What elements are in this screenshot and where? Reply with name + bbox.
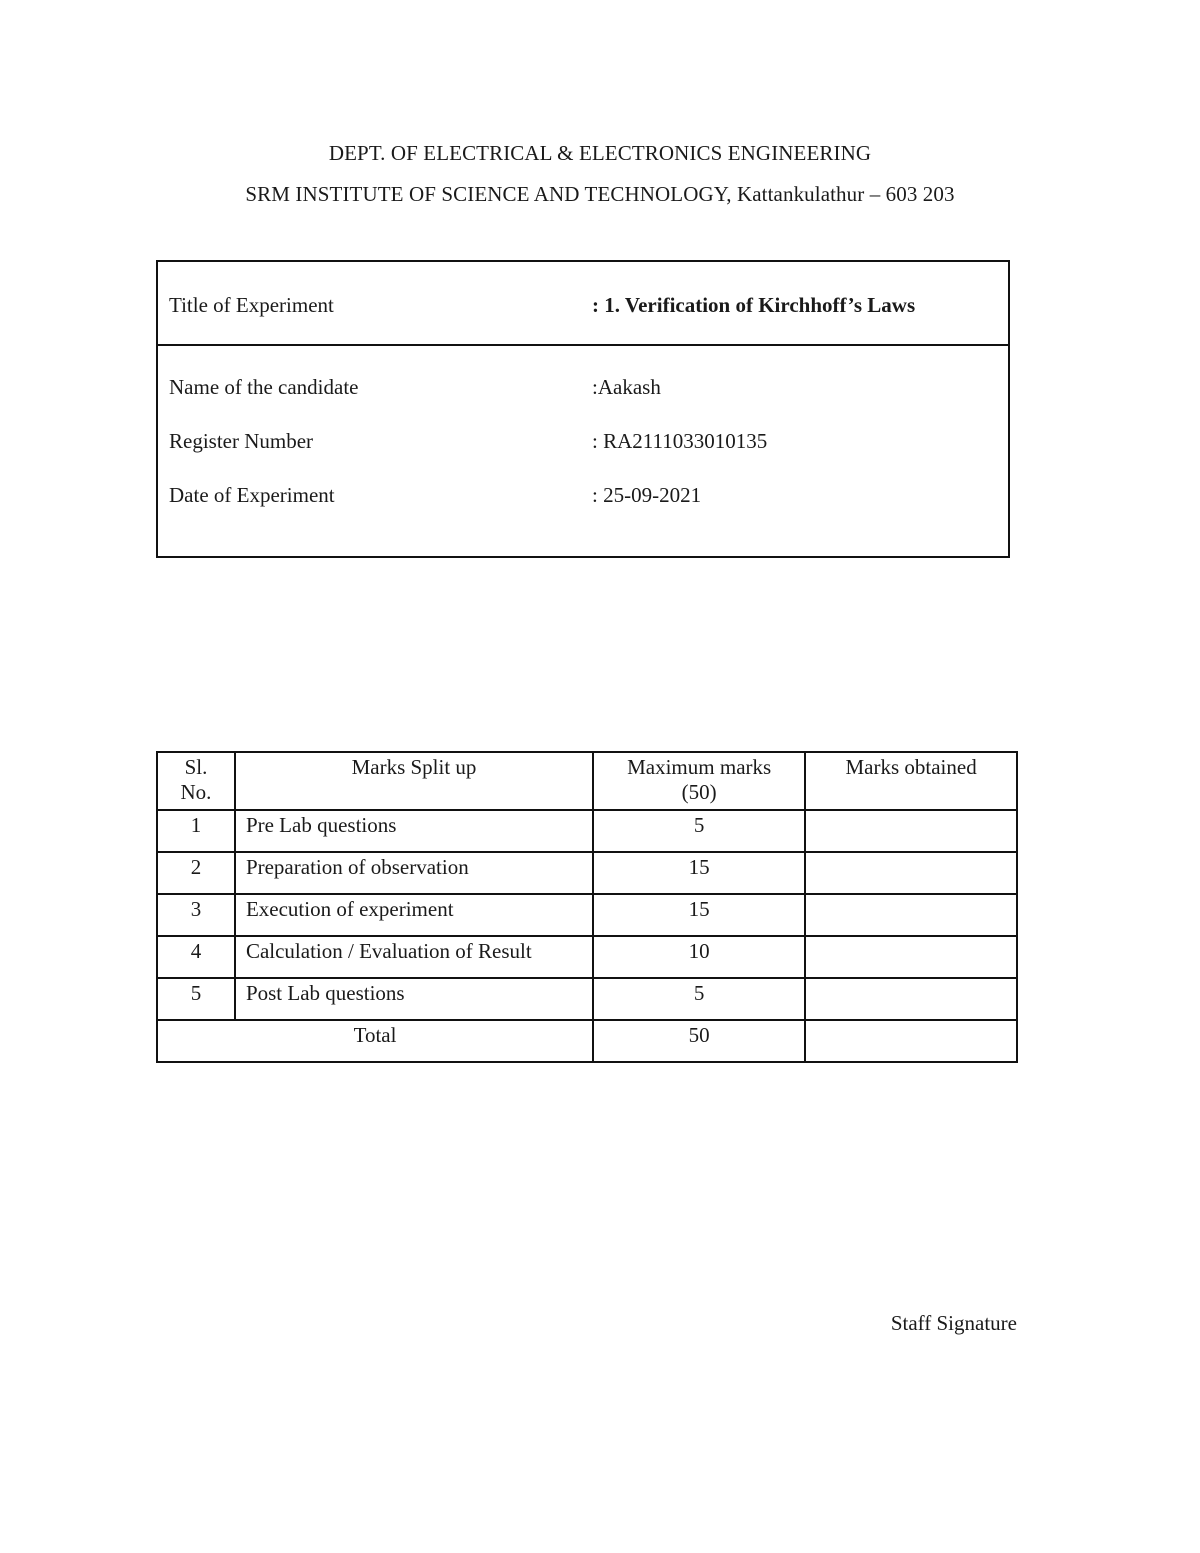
department-heading: DEPT. OF ELECTRICAL & ELECTRONICS ENGINEERING <box>328 141 872 165</box>
row-item: Pre Lab questions <box>235 810 593 852</box>
max-marks-header-line1: Maximum marks <box>627 755 772 779</box>
sl-no-header <box>157 752 235 810</box>
table-row <box>157 810 1017 852</box>
row-number: 3 <box>157 894 235 936</box>
row-number: 1 <box>157 810 235 852</box>
row-item: Execution of experiment <box>235 894 593 936</box>
candidate-name-value: :Aakash <box>592 375 661 399</box>
experiment-info-box <box>156 260 1010 558</box>
row-max-marks: 15 <box>593 894 805 936</box>
row-item: Preparation of observation <box>235 852 593 894</box>
info-divider <box>158 344 1008 346</box>
marks-table <box>156 751 1018 1063</box>
row-max-marks: 10 <box>593 936 805 978</box>
row-item: Calculation / Evaluation of Result <box>235 936 593 978</box>
row-max-marks: 5 <box>593 978 805 1020</box>
total-max-marks: 50 <box>593 1020 805 1062</box>
row-number: 5 <box>157 978 235 1020</box>
table-row <box>157 936 1017 978</box>
row-number: 4 <box>157 936 235 978</box>
sl-no-header-line2: No. <box>180 780 212 804</box>
staff-signature-label: Staff Signature <box>890 1311 1017 1335</box>
row-item: Post Lab questions <box>235 978 593 1020</box>
row-number: 2 <box>157 852 235 894</box>
register-number-value: : RA2111033010135 <box>592 429 768 453</box>
table-row <box>157 852 1017 894</box>
marks-table-header <box>157 752 1017 810</box>
max-marks-header-line2: (50) <box>681 780 717 804</box>
date-value: : 25-09-2021 <box>592 483 702 507</box>
sl-no-header-line1: Sl. <box>184 755 208 779</box>
row-max-marks: 15 <box>593 852 805 894</box>
max-marks-header <box>593 752 805 810</box>
table-row <box>157 978 1017 1020</box>
marks-split-header: Marks Split up <box>235 752 593 810</box>
candidate-name-label: Name of the candidate <box>169 375 359 399</box>
row-marks-obtained <box>805 894 1017 936</box>
title-label: Title of Experiment <box>169 293 334 317</box>
row-marks-obtained <box>805 852 1017 894</box>
row-marks-obtained <box>805 936 1017 978</box>
date-label: Date of Experiment <box>169 483 335 507</box>
total-marks-obtained <box>805 1020 1017 1062</box>
total-label: Total <box>157 1020 593 1062</box>
register-number-label: Register Number <box>169 429 314 453</box>
row-max-marks: 5 <box>593 810 805 852</box>
institute-heading: SRM INSTITUTE OF SCIENCE AND TECHNOLOGY, Kattankulathur – 603 203 <box>245 182 955 206</box>
marks-obtained-header: Marks obtained <box>805 752 1017 810</box>
table-row <box>157 894 1017 936</box>
total-row <box>157 1020 1017 1062</box>
row-marks-obtained <box>805 810 1017 852</box>
title-value: : 1. Verification of Kirchhoff’s Laws <box>592 293 916 317</box>
row-marks-obtained <box>805 978 1017 1020</box>
